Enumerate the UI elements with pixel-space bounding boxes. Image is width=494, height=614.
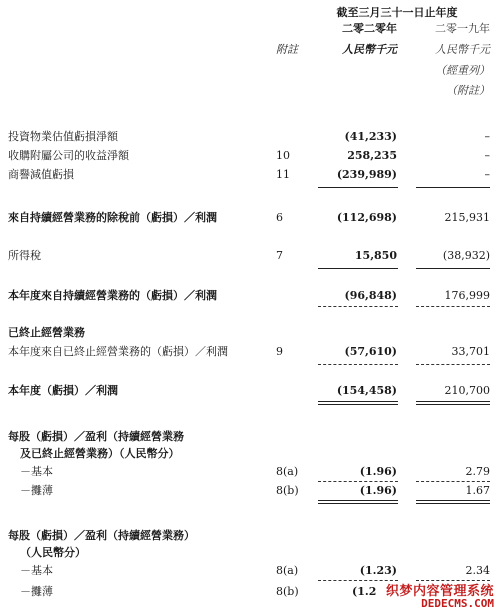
row-value-2020: 15,850 (354, 249, 397, 262)
column-rule (318, 268, 398, 269)
row-value-2019: 2.79 (465, 465, 490, 478)
column-rule (416, 306, 490, 307)
row-value-2020: (239,989) (336, 168, 397, 181)
row-label: 及已終止經營業務）（人民幣分） (20, 447, 180, 460)
row-label: 本年度（虧損）／利潤 (8, 384, 118, 397)
row-value-2019: 176,999 (444, 289, 490, 302)
row-note: 8(a) (276, 564, 299, 577)
row-value-2020: 258,235 (347, 149, 397, 162)
section-heading: 已終止經營業務 (8, 326, 85, 339)
column-rule (416, 187, 490, 188)
row-label: （人民幣分） (20, 546, 86, 559)
row-label: －基本 (20, 564, 53, 577)
row-value-2019: – (484, 130, 490, 143)
unit-2019-heading: 人民幣千元 (435, 43, 490, 56)
row-value-2019: 1.67 (465, 484, 490, 497)
row-value-2019: 215,931 (444, 211, 490, 224)
watermark-url: DEDECMS.COM (421, 597, 494, 610)
row-value-2019: 2.34 (465, 564, 490, 577)
row-value-2020: (1.23) (359, 564, 397, 577)
row-note: 7 (276, 249, 283, 262)
row-note: 8(b) (276, 484, 299, 497)
row-note: 8(b) (276, 585, 299, 598)
row-label: 收購附屬公司的收益淨額 (8, 149, 129, 162)
restated-note-label: （附註） (446, 84, 490, 97)
row-value-2020: (1.2 (352, 585, 377, 598)
double-rule (416, 401, 490, 405)
row-label: －攤薄 (20, 585, 53, 598)
note-column-heading: 附註 (276, 43, 298, 56)
double-rule (318, 401, 398, 405)
period-heading: 截至三月三十一日止年度 (336, 6, 458, 19)
row-value-2019: (38,932) (442, 249, 490, 262)
row-label: 每股（虧損）／盈利（持續經營業務） (8, 529, 195, 542)
row-note: 8(a) (276, 465, 299, 478)
row-value-2020: (112,698) (336, 211, 397, 224)
year-2020-heading: 二零二零年 (342, 22, 397, 35)
column-rule (318, 306, 398, 307)
column-rule (318, 187, 398, 188)
row-label: －基本 (20, 465, 53, 478)
row-note: 11 (276, 168, 290, 181)
column-rule (318, 364, 398, 365)
watermark-text: 织梦内容管理系统 (385, 584, 494, 599)
column-rule (416, 364, 490, 365)
row-note: 9 (276, 345, 283, 358)
row-label: 本年度來自持續經營業務的（虧損）／利潤 (8, 289, 217, 302)
row-value-2020: (1.96) (359, 484, 397, 497)
row-value-2020: (41,233) (344, 130, 397, 143)
unit-2020-heading: 人民幣千元 (342, 43, 397, 56)
column-rule (318, 481, 398, 482)
row-value-2019: – (484, 168, 490, 181)
row-label: －攤薄 (20, 484, 53, 497)
year-2019-heading: 二零一九年 (435, 22, 490, 35)
row-value-2020: (96,848) (344, 289, 397, 302)
row-value-2019: 210,700 (444, 384, 490, 397)
double-rule (416, 500, 490, 504)
column-rule (416, 481, 490, 482)
restated-label: （經重列） (435, 64, 490, 77)
row-value-2020: (57,610) (344, 345, 397, 358)
row-value-2019: – (484, 149, 490, 162)
row-label: 商譽減值虧損 (8, 168, 74, 181)
row-note: 10 (276, 149, 290, 162)
row-label: 每股（虧損）／盈利（持續經營業務 (8, 430, 184, 443)
row-label: 來自持續經營業務的除稅前（虧損）／利潤 (8, 211, 217, 224)
column-rule (416, 268, 490, 269)
double-rule (318, 500, 398, 504)
row-value-2019: 33,701 (451, 345, 490, 358)
row-note: 6 (276, 211, 283, 224)
row-label: 所得稅 (8, 249, 41, 262)
row-value-2020: (1.96) (359, 465, 397, 478)
row-value-2020: (154,458) (336, 384, 397, 397)
watermark (378, 580, 494, 614)
row-label: 本年度來自已終止經營業務的（虧損）／利潤 (8, 345, 228, 358)
row-label: 投資物業估值虧損淨額 (8, 130, 118, 143)
